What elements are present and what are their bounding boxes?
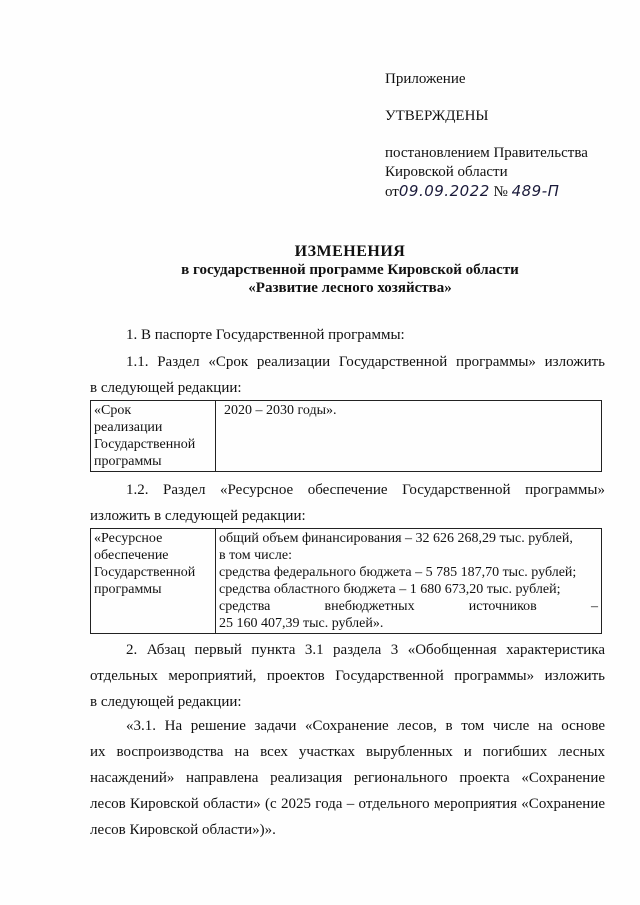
resources-label-cell <box>91 529 216 634</box>
decree-line-2: Кировской области <box>385 164 508 180</box>
paragraph-3-line-5: лесов Кировской области»)». <box>90 822 276 838</box>
decree-line-1: постановлением Правительства <box>385 145 588 161</box>
paragraph-1-1 <box>90 352 605 398</box>
paragraph-1: 1. В паспорте Государственной программы: <box>126 327 405 343</box>
paragraph-3-line-1: «3.1. На решение задачи «Сохранение лесов, в том числе на основе <box>126 718 605 734</box>
date-prefix: от <box>385 184 399 200</box>
decree-number: 489-П <box>511 182 560 200</box>
paragraph-1-2-line-2: изложить в следующей редакции: <box>90 508 306 524</box>
number-prefix: № <box>493 184 508 200</box>
resources-value-cell <box>216 529 602 634</box>
heading-title: ИЗМЕНЕНИЯ <box>294 243 406 260</box>
appendix-label: Приложение <box>385 71 466 87</box>
decree-date-line <box>385 182 625 202</box>
approved-label: УТВЕРЖДЕНЫ <box>385 108 489 124</box>
paragraph-3-line-2: их воспроизводства на всех участках вырубленных и погибших лесных <box>90 744 605 760</box>
term-label-line: «Срок <box>94 403 132 418</box>
paragraph-1-1-line-2: в следующей редакции: <box>90 380 242 396</box>
table-row <box>91 401 602 472</box>
document-heading <box>90 243 610 297</box>
resources-label-line: обеспечение <box>94 548 169 563</box>
term-value-cell <box>216 401 602 472</box>
paragraph-2-line-3: в следующей редакции: <box>90 694 242 710</box>
term-label-cell <box>91 401 216 472</box>
paragraph-1-2 <box>90 480 605 526</box>
resources-value-line: в том числе: <box>219 548 292 563</box>
resources-table <box>90 528 602 634</box>
term-value: 2020 – 2030 годы». <box>224 403 337 418</box>
resources-label-line: «Ресурсное <box>94 531 163 546</box>
resources-value-line: общий объем финансирования – 32 626 268,29 тыс. рублей, <box>219 531 573 546</box>
table-row <box>91 529 602 634</box>
paragraph-2-line-2: отдельных мероприятий, проектов Государственной программы» изложить <box>90 668 605 684</box>
paragraph-3 <box>90 716 605 840</box>
resources-label-line: программы <box>94 582 162 597</box>
paragraph-1-1-line-1: 1.1. Раздел «Срок реализации Государственной программы» изложить <box>126 354 605 370</box>
heading-line-3: «Развитие лесного хозяйства» <box>248 280 452 296</box>
paragraph-2-line-1: 2. Абзац первый пункта 3.1 раздела 3 «Обобщенная характеристика <box>126 642 605 658</box>
term-label-line: Государственной <box>94 437 196 452</box>
paragraph-3-line-3: насаждений» направлена реализация регионального проекта «Сохранение <box>90 770 605 786</box>
term-table <box>90 400 602 472</box>
resources-label-line: Государственной <box>94 565 196 580</box>
resources-value-line: средства областного бюджета – 1 680 673,20 тыс. рублей; <box>219 582 561 597</box>
paragraph-3-line-4: лесов Кировской области» (с 2025 года – отдельного мероприятия «Сохранение <box>90 796 605 812</box>
approval-block <box>385 70 625 202</box>
term-label-line: программы <box>94 454 162 469</box>
term-label-line: реализации <box>94 420 163 435</box>
resources-value-line: средства федерального бюджета – 5 785 187,70 тыс. рублей; <box>219 565 577 580</box>
decree-date: 09.09.2022 <box>398 182 490 200</box>
resources-value-line: средства внебюджетных источников – <box>219 599 598 614</box>
paragraph-1-2-line-1: 1.2. Раздел «Ресурсное обеспечение Государственной программы» <box>126 482 605 498</box>
heading-line-2: в государственной программе Кировской области <box>181 262 519 278</box>
paragraph-2 <box>90 640 605 712</box>
resources-value-line: 25 160 407,39 тыс. рублей». <box>219 616 384 631</box>
